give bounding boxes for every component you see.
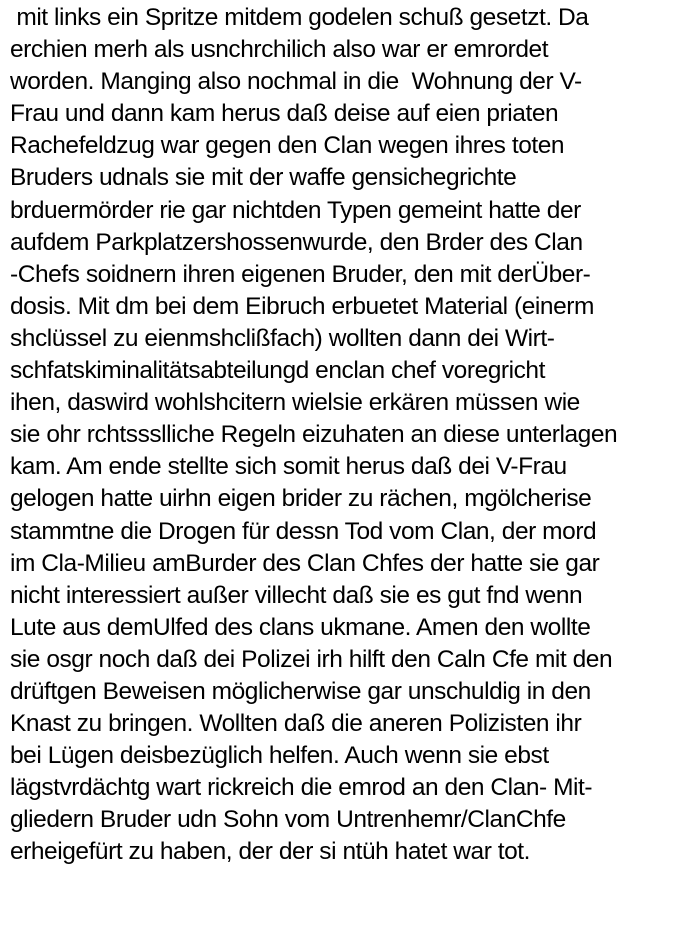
text-line: nicht interessiert außer villecht daß sie es gut fnd wenn: [10, 581, 583, 609]
text-line: ihen, daswird wohlshcitern wielsie erkären müssen wie: [10, 389, 580, 417]
text-line: sie ohr rchtssslliche Regeln eizuhaten an diese unterlagen: [10, 421, 618, 449]
text-line: gliedern Bruder udn Sohn vom Untrenhemr/ClanChfe: [10, 806, 566, 834]
text-line: Lute aus demUlfed des clans ukmane. Amen den wollte: [10, 613, 591, 641]
text-line: drüftgen Beweisen möglicherwise gar unschuldig in den: [10, 677, 591, 705]
text-line: im Cla-Milieu amBurder des Clan Chfes der hatte sie gar: [10, 549, 600, 577]
body-text: [10, 2, 680, 869]
text-line: stammtne die Drogen für dessn Tod vom Clan, der mord: [10, 517, 597, 545]
text-line: Knast zu bringen. Wollten daß die aneren Polizisten ihr: [10, 710, 582, 738]
text-line: shclüssel zu eienmshclißfach) wollten dann dei Wirt-: [10, 324, 555, 352]
text-line: erheigefürt zu haben, der der si ntüh hatet war tot.: [10, 838, 531, 866]
text-line: brduermörder rie gar nichtden Typen gemeint hatte der: [10, 196, 581, 224]
text-line: mit links ein Spritze mitdem godelen schuß gesetzt. Da: [10, 4, 589, 31]
text-line: kam. Am ende stellte sich somit herus daß dei V-Frau: [10, 453, 567, 481]
text-line: sie osgr noch daß dei Polizei irh hilft den Caln Cfe mit den: [10, 645, 613, 673]
text-line: schfatskiminalitätsabteilungd enclan chef voregricht: [10, 357, 545, 385]
text-line: aufdem Parkplatzershossenwurde, den Brder des Clan: [10, 228, 583, 256]
text-line: dosis. Mit dm bei dem Eibruch erbuetet Material (einerm: [10, 292, 594, 320]
text-line: Rachefeldzug war gegen den Clan wegen ihres toten: [10, 132, 565, 160]
text-line: bei Lügen deisbezüglich helfen. Auch wenn sie ebst: [10, 742, 549, 770]
text-line: erchien merh als usnchrchilich also war er emrordet: [10, 36, 549, 64]
text-line: Frau und dann kam herus daß deise auf eien priaten: [10, 100, 559, 128]
text-line: Bruders udnals sie mit der waffe gensichegrichte: [10, 164, 517, 192]
text-line: worden. Manging also nochmal in die Wohnung der V-: [10, 68, 582, 96]
text-line: lägstvrdächtg wart rickreich die emrod an den Clan- Mit-: [10, 774, 593, 802]
text-line: gelogen hatte uirhn eigen brider zu rächen, mgölcherise: [10, 485, 592, 513]
text-line: -Chefs soidnern ihren eigenen Bruder, den mit derÜber-: [10, 260, 591, 288]
